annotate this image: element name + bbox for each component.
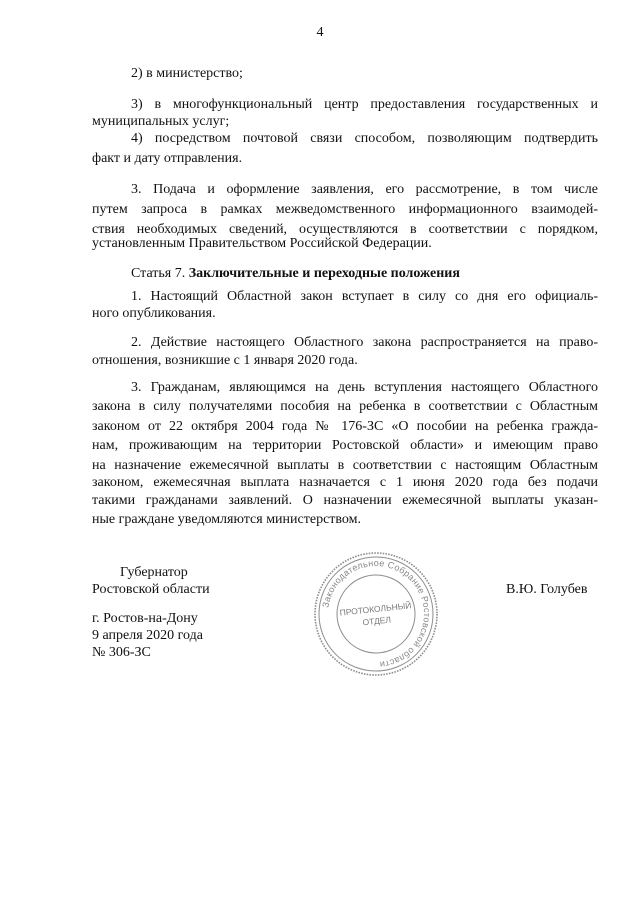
clause-3-line-4: установленным Правительством Российской Федерации.	[92, 236, 432, 251]
article-7-title: Заключительные и переходные положения	[188, 266, 460, 281]
article-7-p3-line-2: закона в силу получателями пособия на ребенка в соответствии с Областным	[92, 399, 598, 414]
page-number: 4	[316, 25, 324, 40]
clause-3-line-2: путем запроса в рамках межведомственного информационного взаимодей-	[92, 202, 598, 217]
article-7-p3-line-6: законом, ежемесячная выплата назначается с 1 июня 2020 года без подачи	[92, 475, 598, 490]
list-item-3-line-2: муниципальных услуг;	[92, 114, 230, 129]
article-7-heading	[131, 265, 460, 283]
article-7-p3-line-4: нам, проживающим на территории Ростовской области» и имеющим право	[92, 438, 598, 453]
article-7-p3-line-7: такими гражданами заявлений. О назначении ежемесячной выплаты указан-	[92, 493, 598, 508]
article-7-p3-line-8: ные граждане уведомляются министерством.	[92, 512, 362, 527]
official-seal-stamp	[312, 550, 440, 678]
signatory-name: В.Ю. Голубев	[506, 582, 588, 597]
article-7-p1-line-2: ного опубликования.	[92, 306, 216, 321]
list-item-4-line-1: 4) посредством почтовой связи способом, позволяющим подтвердить	[131, 131, 598, 146]
signatory-position-line-2: Ростовской области	[92, 582, 210, 597]
clause-3-line-3: ствия необходимых сведений, осуществляются в соответствии с порядком,	[92, 222, 598, 237]
article-7-p1-line-1: 1. Настоящий Областной закон вступает в силу со дня его официаль-	[131, 289, 598, 304]
list-item-4-line-2: факт и дату отправления.	[92, 151, 243, 166]
signing-date: 9 апреля 2020 года	[92, 628, 203, 643]
stamp-center-line-1: ПРОТОКОЛЬНЫЙ	[339, 600, 412, 618]
list-item-2: 2) в министерство;	[131, 66, 243, 81]
article-7-label: Статья 7.	[131, 266, 186, 281]
signatory-position-line-1: Губернатор	[120, 565, 188, 580]
list-item-3-line-1: 3) в многофункциональный центр предоставления государственных и	[131, 97, 598, 112]
clause-3-line-1: 3. Подача и оформление заявления, его рассмотрение, в том числе	[131, 182, 598, 197]
article-7-p3-line-3: законом от 22 октября 2004 года № 176-ЗС «О пособии на ребенка гражда-	[92, 419, 598, 434]
article-7-p2-line-2: отношения, возникшие с 1 января 2020 года.	[92, 353, 358, 368]
stamp-center-line-2: ОТДЕЛ	[362, 614, 392, 628]
article-7-p2-line-1: 2. Действие настоящего Областного закона распространяется на право-	[131, 335, 598, 350]
signing-place: г. Ростов-на-Дону	[92, 611, 198, 626]
law-number: № 306-ЗС	[92, 645, 151, 660]
article-7-p3-line-1: 3. Гражданам, являющимся на день вступления настоящего Областного	[131, 380, 598, 395]
article-7-p3-line-5: на назначение ежемесячной выплаты в соответствии с настоящим Областным	[92, 458, 598, 473]
stamp-ring-text: Законодательное Собрание Ростовской области	[320, 557, 433, 670]
